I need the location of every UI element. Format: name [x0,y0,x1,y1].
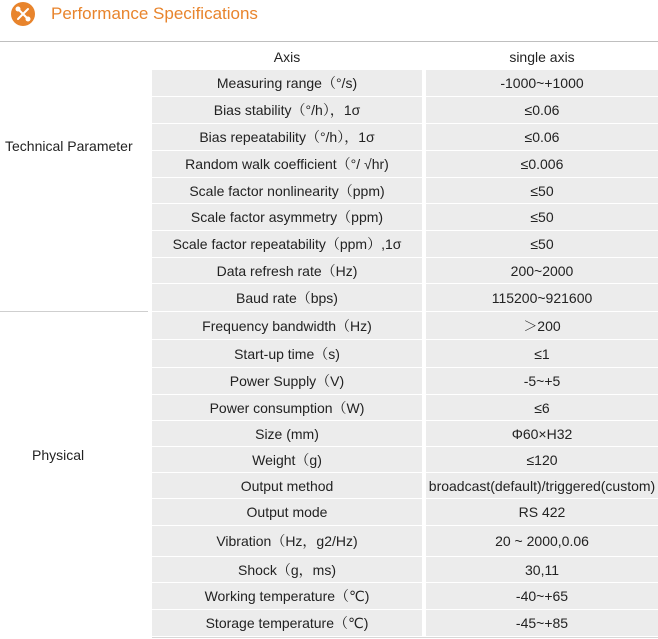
tools-icon [11,2,35,26]
table-row [0,178,658,204]
value-cell: -1000~+1000 [426,70,658,97]
table-row [0,44,658,70]
param-cell: Measuring range（°/s) [152,70,422,97]
table-row [0,395,658,421]
group-label-physical: Physical [32,447,85,463]
param-cell: Baud rate（bps) [152,284,422,312]
table-row [0,610,658,637]
group-label-technical: Technical Parameter [5,138,133,154]
value-cell: ≤0.06 [426,97,658,124]
value-cell: broadcast(default)/triggered(custom) [426,473,658,499]
param-cell: Output mode [152,499,422,526]
table-row [0,368,658,395]
value-cell: 200~2000 [426,258,658,284]
param-cell: Scale factor repeatability（ppm）,1σ [152,231,422,258]
param-cell: Scale factor asymmetry（ppm) [152,204,422,231]
table-row [0,204,658,231]
table-bottom-border [152,637,658,638]
value-cell: RS 422 [426,499,658,526]
table-row [0,340,658,368]
param-cell: Vibration（Hz，g2/Hz) [152,526,422,557]
value-cell: ≤120 [426,447,658,473]
value-cell: -40~+65 [426,583,658,610]
param-cell: Power consumption（W) [152,395,422,421]
table-row [0,70,658,97]
table-row [0,284,658,312]
value-cell: ＞200 [426,312,658,340]
table-row [0,97,658,124]
value-cell: ≤50 [426,204,658,231]
param-cell: Weight（g) [152,447,422,473]
table-row [0,231,658,258]
table-row [0,473,658,499]
param-cell: Random walk coefficient（°/ √hr) [152,151,422,178]
table-row [0,526,658,557]
value-cell: -45~+85 [426,610,658,637]
value-cell: 30,11 [426,557,658,583]
param-cell: Storage temperature（℃) [152,610,422,637]
value-cell: ≤50 [426,231,658,258]
value-cell: ≤1 [426,340,658,368]
param-cell: Bias stability（°/h），1σ [152,97,422,124]
value-cell: ≤0.06 [426,124,658,151]
value-cell: 115200~921600 [426,284,658,312]
value-cell: -5~+5 [426,368,658,395]
value-cell: 20 ~ 2000,0.06 [426,526,658,557]
param-cell: Working temperature（℃) [152,583,422,610]
section-title: Performance Specifications [51,4,258,23]
param-cell: Scale factor nonlinearity（ppm) [152,178,422,204]
value-cell: single axis [426,44,658,70]
value-cell: Φ60×H32 [426,421,658,447]
param-cell: Output method [152,473,422,499]
param-cell: Shock（g，ms) [152,557,422,583]
section-header [0,0,658,30]
value-cell: ≤0.006 [426,151,658,178]
table-row [0,447,658,473]
table-row [0,557,658,583]
table-row [0,583,658,610]
table-row [0,124,658,151]
param-cell: Bias repeatability（°/h），1σ [152,124,422,151]
table-row [0,421,658,447]
table-row [0,151,658,178]
param-cell: Start-up time（s) [152,340,422,368]
header-divider [0,41,658,42]
param-cell: Frequency bandwidth（Hz) [152,312,422,340]
param-cell: Data refresh rate（Hz) [152,258,422,284]
param-cell: Size (mm) [152,421,422,447]
param-cell: Power Supply（V) [152,368,422,395]
param-cell: Axis [152,44,422,70]
table-row [0,499,658,526]
value-cell: ≤6 [426,395,658,421]
table-row [0,312,658,340]
value-cell: ≤50 [426,178,658,204]
table-row [0,258,658,284]
